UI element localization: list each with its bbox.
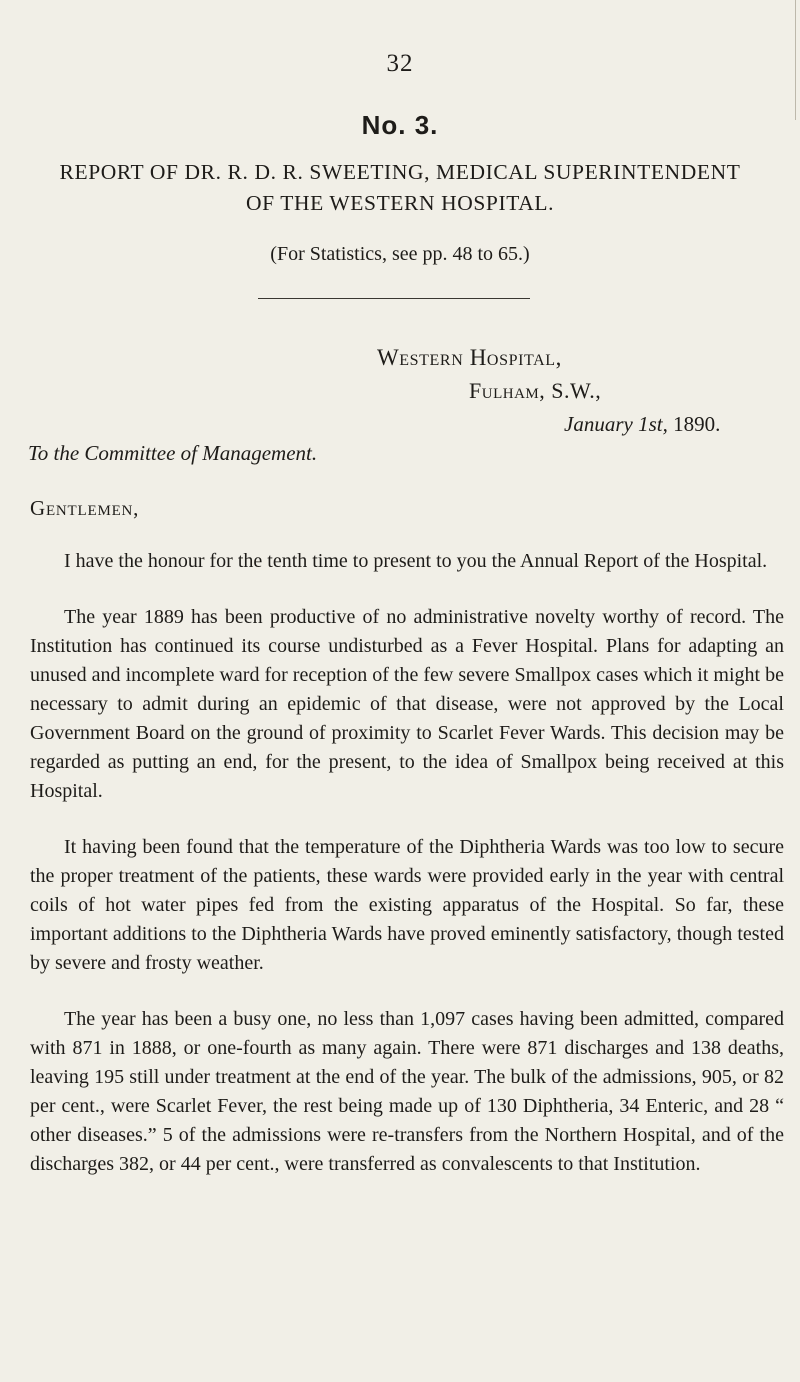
recipient-line: To the Committee of Management. [28, 441, 318, 465]
binding-edge-mark [795, 0, 796, 120]
report-title-line: REPORT OF DR. R. D. R. SWEETING, MEDICAL SUPERINTENDENT [59, 160, 741, 184]
body-paragraph: The year has been a busy one, no less than 1,097 cases having been admitted, compared with 871 in 1888, or one-fourth as many again. There were 871 discharges and 138 deaths, leaving 195 still under treatment at the end of the year. The bulk of the admissions, 905, or 82 per cent., were Scarlet Fever, the rest being made up of 130 Diphtheria, 34 Enteric, and 28 “ other diseases.” 5 of the admissions were re-transfers from the Northern Hospital, and of the discharges 382, or 44 per cent., were transferred as convalescents to that Institution. [30, 1008, 784, 1175]
address-line-location: Fulham, S.W., [469, 378, 602, 403]
document-number: No. 3. [361, 110, 439, 140]
report-title-line: OF THE WESTERN HOSPITAL. [245, 191, 555, 215]
letter-date-month: January 1st, [564, 412, 668, 436]
salutation: Gentlemen, [30, 496, 140, 520]
statistics-note: (For Statistics, see pp. 48 to 65.) [270, 243, 530, 265]
page-number: 32 [386, 50, 414, 77]
letter-date [564, 412, 720, 437]
body-paragraph: The year 1889 has been productive of no administrative novelty worthy of record. The Institution has continued its course undisturbed as a Fever Hospital. Plans for adapting an unused and incomplete ward for reception of the few severe Smallpox cases which it might be necessary to admit during an epidemic of that disease, were not approved by the Local Government Board on the ground of proximity to Scarlet Fever Wards. This decision may be regarded as putting an end, for the present, to the idea of Smallpox being received at this Hospital. [30, 606, 784, 802]
body-paragraph: It having been found that the temperature of the Diphtheria Wards was too low to secure the proper treatment of the patients, these wards were provided early in the year with central coils of hot water pipes fed from the existing apparatus of the Hospital. So far, these important additions to the Diphtheria Wards have proved eminently satisfactory, though tested by severe and frosty weather. [30, 836, 784, 974]
divider-rule [258, 298, 530, 299]
address-line-hospital: Western Hospital, [377, 345, 562, 370]
report-body [30, 547, 784, 1206]
report-title [20, 157, 780, 219]
letter-date-year: 1890. [673, 412, 721, 436]
body-paragraph: I have the honour for the tenth time to present to you the Annual Report of the Hospital. [64, 550, 768, 572]
